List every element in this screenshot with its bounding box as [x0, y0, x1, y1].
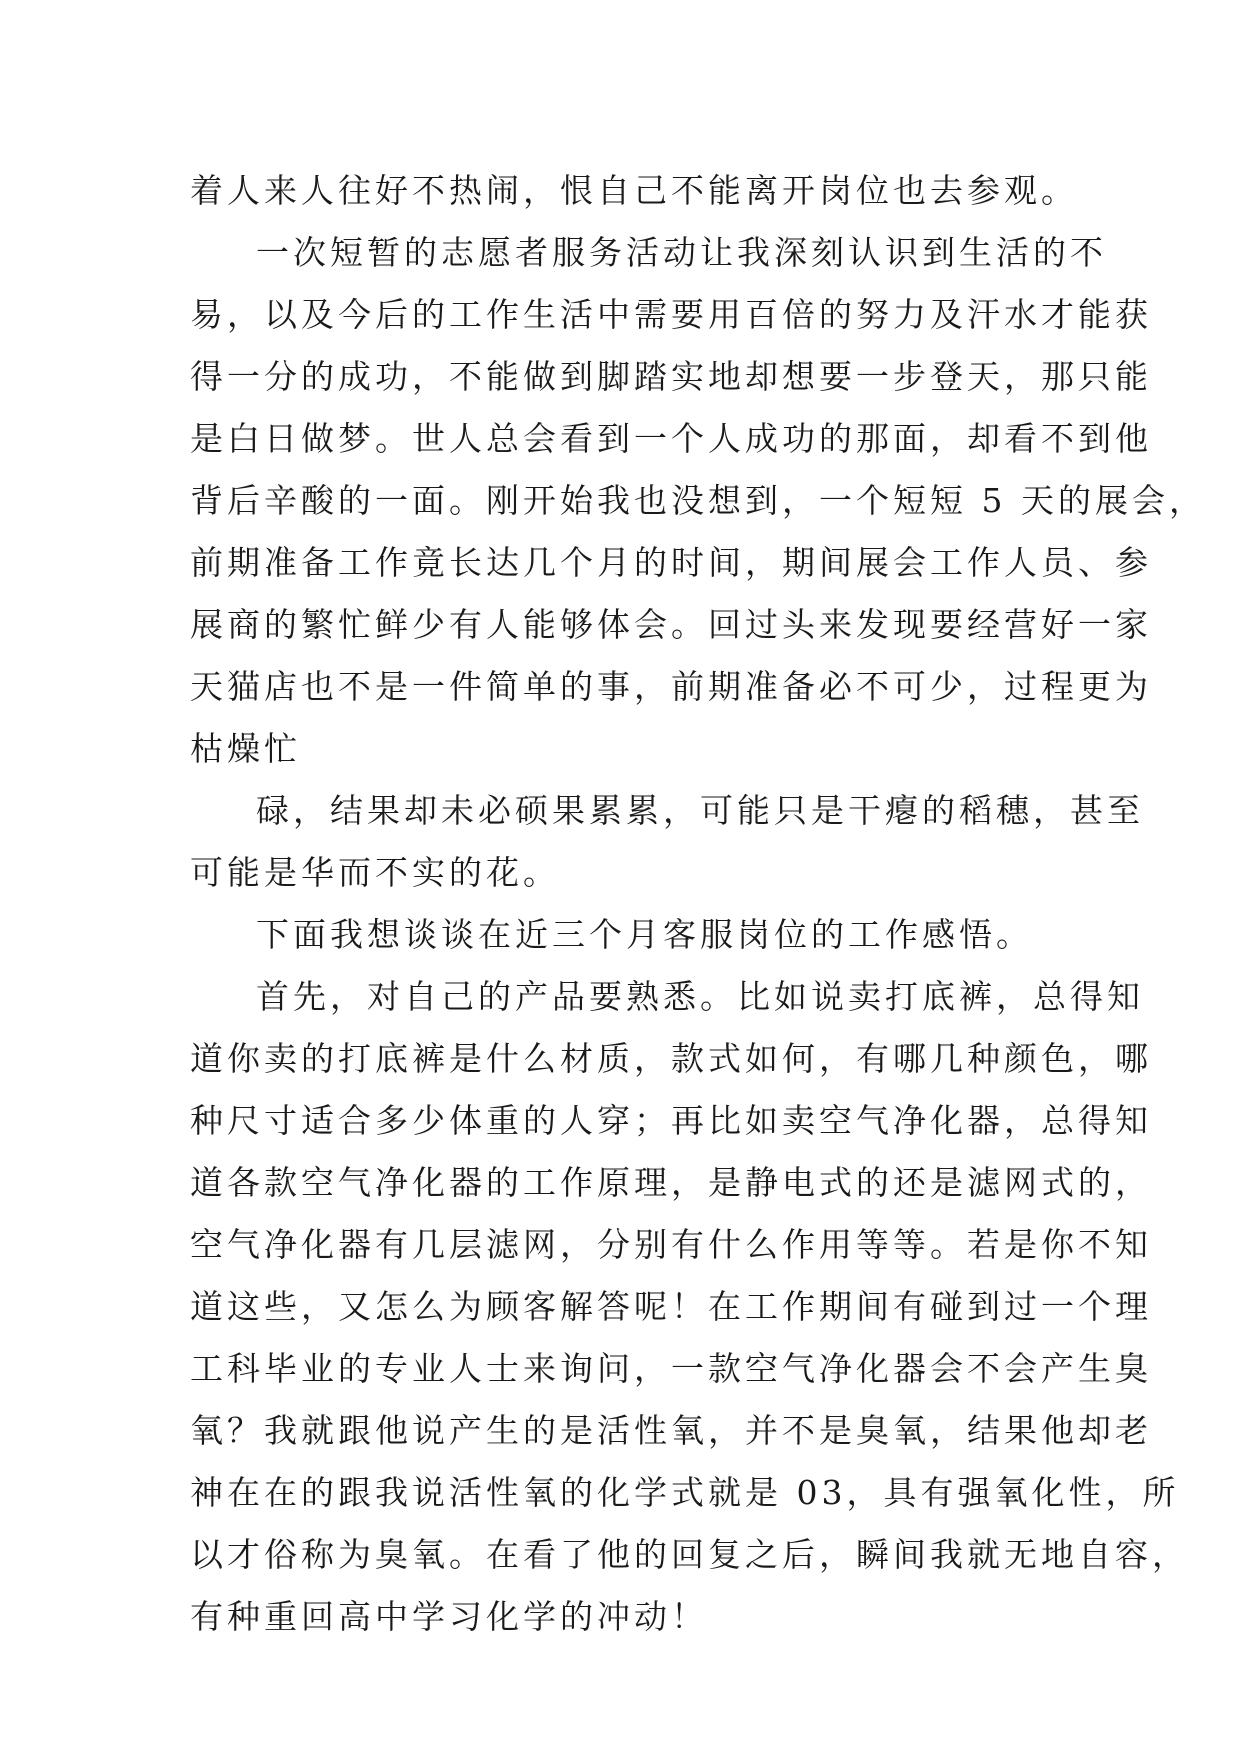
text-line: 碌，结果却未必硕果累累，可能只是干瘪的稻穗，甚至 — [256, 791, 1144, 830]
text-line: 前期准备工作竟长达几个月的时间，期间展会工作人员、参 — [190, 543, 1152, 582]
text-line: 道这些，又怎么为顾客解答呢！在工作期间有碰到过一个理 — [190, 1287, 1152, 1326]
text-line: 易，以及今后的工作生活中需要用百倍的努力及汗水才能获 — [190, 295, 1152, 334]
text-line: 种尺寸适合多少体重的人穿；再比如卖空气净化器，总得知 — [190, 1101, 1152, 1140]
text-line: 展商的繁忙鲜少有人能够体会。回过头来发现要经营好一家 — [190, 605, 1152, 644]
text-line: 得一分的成功，不能做到脚踏实地却想要一步登天，那只能 — [190, 357, 1152, 396]
text-line: 枯燥忙 — [190, 729, 301, 768]
text-line: 氧？我就跟他说产生的是活性氧，并不是臭氧，结果他却老 — [190, 1411, 1152, 1450]
text-line: 背后辛酸的一面。刚开始我也没想到，一个短短 5 天的展会， — [190, 481, 1206, 520]
text-line: 天猫店也不是一件简单的事，前期准备必不可少，过程更为 — [190, 667, 1152, 706]
text-line: 神在在的跟我说活性氧的化学式就是 03，具有强氧化性，所 — [190, 1473, 1180, 1512]
text-line: 一次短暂的志愿者服务活动让我深刻认识到生活的不 — [256, 233, 1107, 272]
text-line: 首先，对自己的产品要熟悉。比如说卖打底裤，总得知 — [256, 977, 1144, 1016]
text-line: 有种重回高中学习化学的冲动！ — [190, 1597, 708, 1636]
text-line: 下面我想谈谈在近三个月客服岗位的工作感悟。 — [256, 915, 1033, 954]
text-line: 可能是华而不实的花。 — [190, 853, 560, 892]
text-line: 道你卖的打底裤是什么材质，款式如何，有哪几种颜色，哪 — [190, 1039, 1152, 1078]
text-line: 以才俗称为臭氧。在看了他的回复之后，瞬间我就无地自容， — [190, 1535, 1189, 1574]
text-line: 空气净化器有几层滤网，分别有什么作用等等。若是你不知 — [190, 1225, 1152, 1264]
text-line: 工科毕业的专业人士来询问，一款空气净化器会不会产生臭 — [190, 1349, 1152, 1388]
body-text — [190, 160, 1206, 1648]
text-line: 着人来人往好不热闹，恨自己不能离开岗位也去参观。 — [190, 171, 1078, 210]
text-line: 是白日做梦。世人总会看到一个人成功的那面，却看不到他 — [190, 419, 1152, 458]
text-line: 道各款空气净化器的工作原理，是静电式的还是滤网式的， — [190, 1163, 1152, 1202]
